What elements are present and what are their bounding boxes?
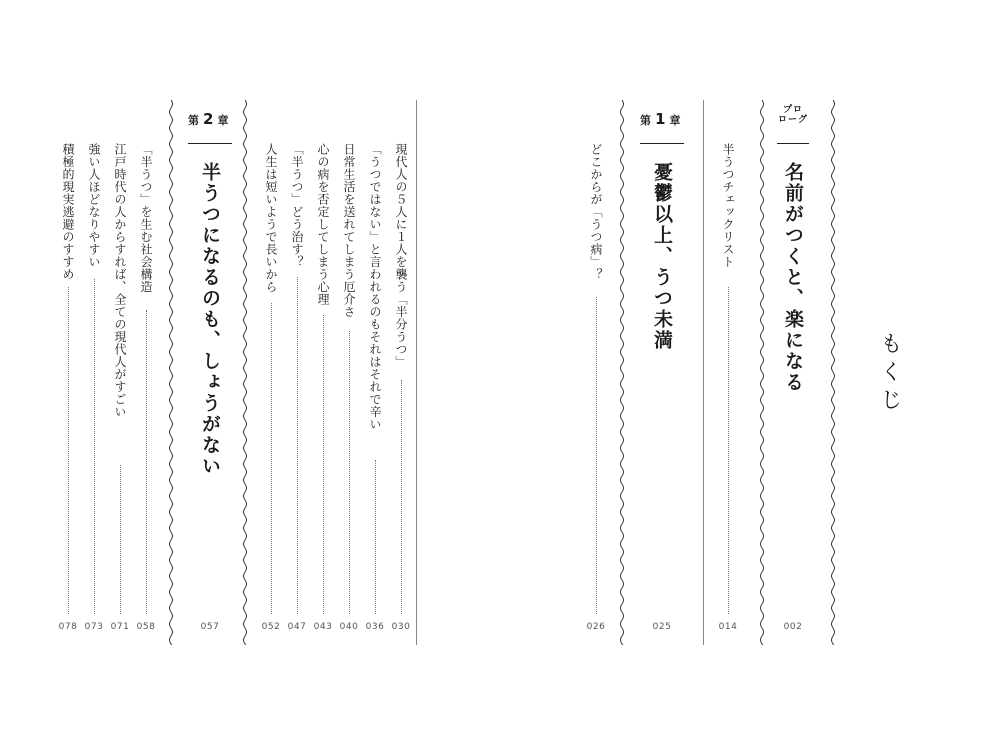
- leader-dots: [728, 287, 729, 614]
- toc-entry-text[interactable]: 江戸時代の人からすれば、全ての現代人がすごい: [113, 143, 127, 418]
- toc-entry-page: 014: [718, 622, 738, 632]
- prologue-label: [776, 105, 810, 125]
- toc-entry-page: 078: [58, 622, 78, 632]
- toc-entry-page: 058: [136, 622, 156, 632]
- toc-entry-page: 026: [586, 622, 606, 632]
- toc-entry-text[interactable]: 積極的現実逃避のすすめ: [61, 143, 75, 281]
- leader-dots: [297, 277, 298, 614]
- chapter2-label-prefix: 第: [188, 114, 199, 127]
- toc-entry-page: 052: [261, 622, 281, 632]
- leader-dots: [271, 303, 272, 614]
- leader-dots: [146, 310, 147, 614]
- toc-entry-text[interactable]: 「うつではない」と言われるのもそれはそれで辛い: [368, 143, 382, 431]
- toc-entry-page: 036: [365, 622, 385, 632]
- chapter1-title[interactable]: 憂鬱以上、うつ未満: [651, 162, 673, 351]
- chapter2-title[interactable]: 半うつになるのも、しょうがない: [199, 162, 221, 477]
- chapter2-label-suffix: 章: [217, 114, 229, 127]
- chapter1-label: [640, 110, 680, 128]
- toc-entry-text[interactable]: どこからが「うつ病」？: [589, 143, 603, 281]
- toc-entry-page: 043: [313, 622, 333, 632]
- prologue-label-line1: プロ: [782, 105, 803, 115]
- prologue-label-line2: ローグ: [777, 115, 808, 125]
- chapter1-page: 025: [652, 622, 672, 632]
- chapter2-divider: [188, 143, 232, 144]
- column-rule: [416, 100, 417, 645]
- toc-entry-text[interactable]: 人生は短いようで長いから: [264, 143, 278, 293]
- toc-entry-page: 030: [391, 622, 411, 632]
- prologue-page: 002: [783, 622, 803, 632]
- toc-entry-text[interactable]: 現代人の５人に１人を襲う「半分うつ」: [394, 143, 408, 368]
- chapter1-label-suffix: 章: [669, 114, 681, 127]
- leader-dots: [596, 297, 597, 614]
- toc-entry-page: 073: [84, 622, 104, 632]
- leader-dots: [375, 460, 376, 614]
- toc-entry-page: 071: [110, 622, 130, 632]
- toc-entry-text[interactable]: 心の病を否定してしまう心理: [316, 143, 330, 306]
- chapter1-divider: [640, 143, 684, 144]
- toc-entry-text[interactable]: 半うつチェックリスト: [721, 143, 735, 268]
- leader-dots: [401, 380, 402, 614]
- column-rule: [703, 100, 704, 645]
- prologue-divider: [777, 143, 809, 144]
- wavy-border: [168, 100, 174, 645]
- leader-dots: [323, 315, 324, 614]
- chapter1-label-num: 1: [655, 110, 666, 128]
- wavy-border: [759, 100, 765, 645]
- toc-entry-text[interactable]: 強い人ほどなりやすい: [87, 143, 101, 268]
- leader-dots: [120, 465, 121, 614]
- prologue-title[interactable]: 名前がつくと、楽になる: [782, 162, 804, 393]
- toc-entry-page: 047: [287, 622, 307, 632]
- toc-heading: もくじ: [877, 332, 902, 416]
- wavy-border-right: [830, 100, 836, 645]
- wavy-border: [242, 100, 248, 645]
- toc-entry-text[interactable]: 日常生活を送れてしまう厄介さ: [342, 143, 356, 318]
- leader-dots: [349, 331, 350, 614]
- toc-entry-text[interactable]: 「半うつ」どう治す？: [290, 143, 304, 268]
- toc-entry-page: 040: [339, 622, 359, 632]
- chapter2-page: 057: [200, 622, 220, 632]
- toc-entry-text[interactable]: 「半うつ」を生む社会構造: [139, 143, 153, 293]
- wavy-border: [619, 100, 625, 645]
- chapter2-label: [188, 110, 228, 128]
- leader-dots: [68, 287, 69, 614]
- chapter2-label-num: 2: [203, 110, 214, 128]
- leader-dots: [94, 279, 95, 614]
- chapter1-label-prefix: 第: [640, 114, 651, 127]
